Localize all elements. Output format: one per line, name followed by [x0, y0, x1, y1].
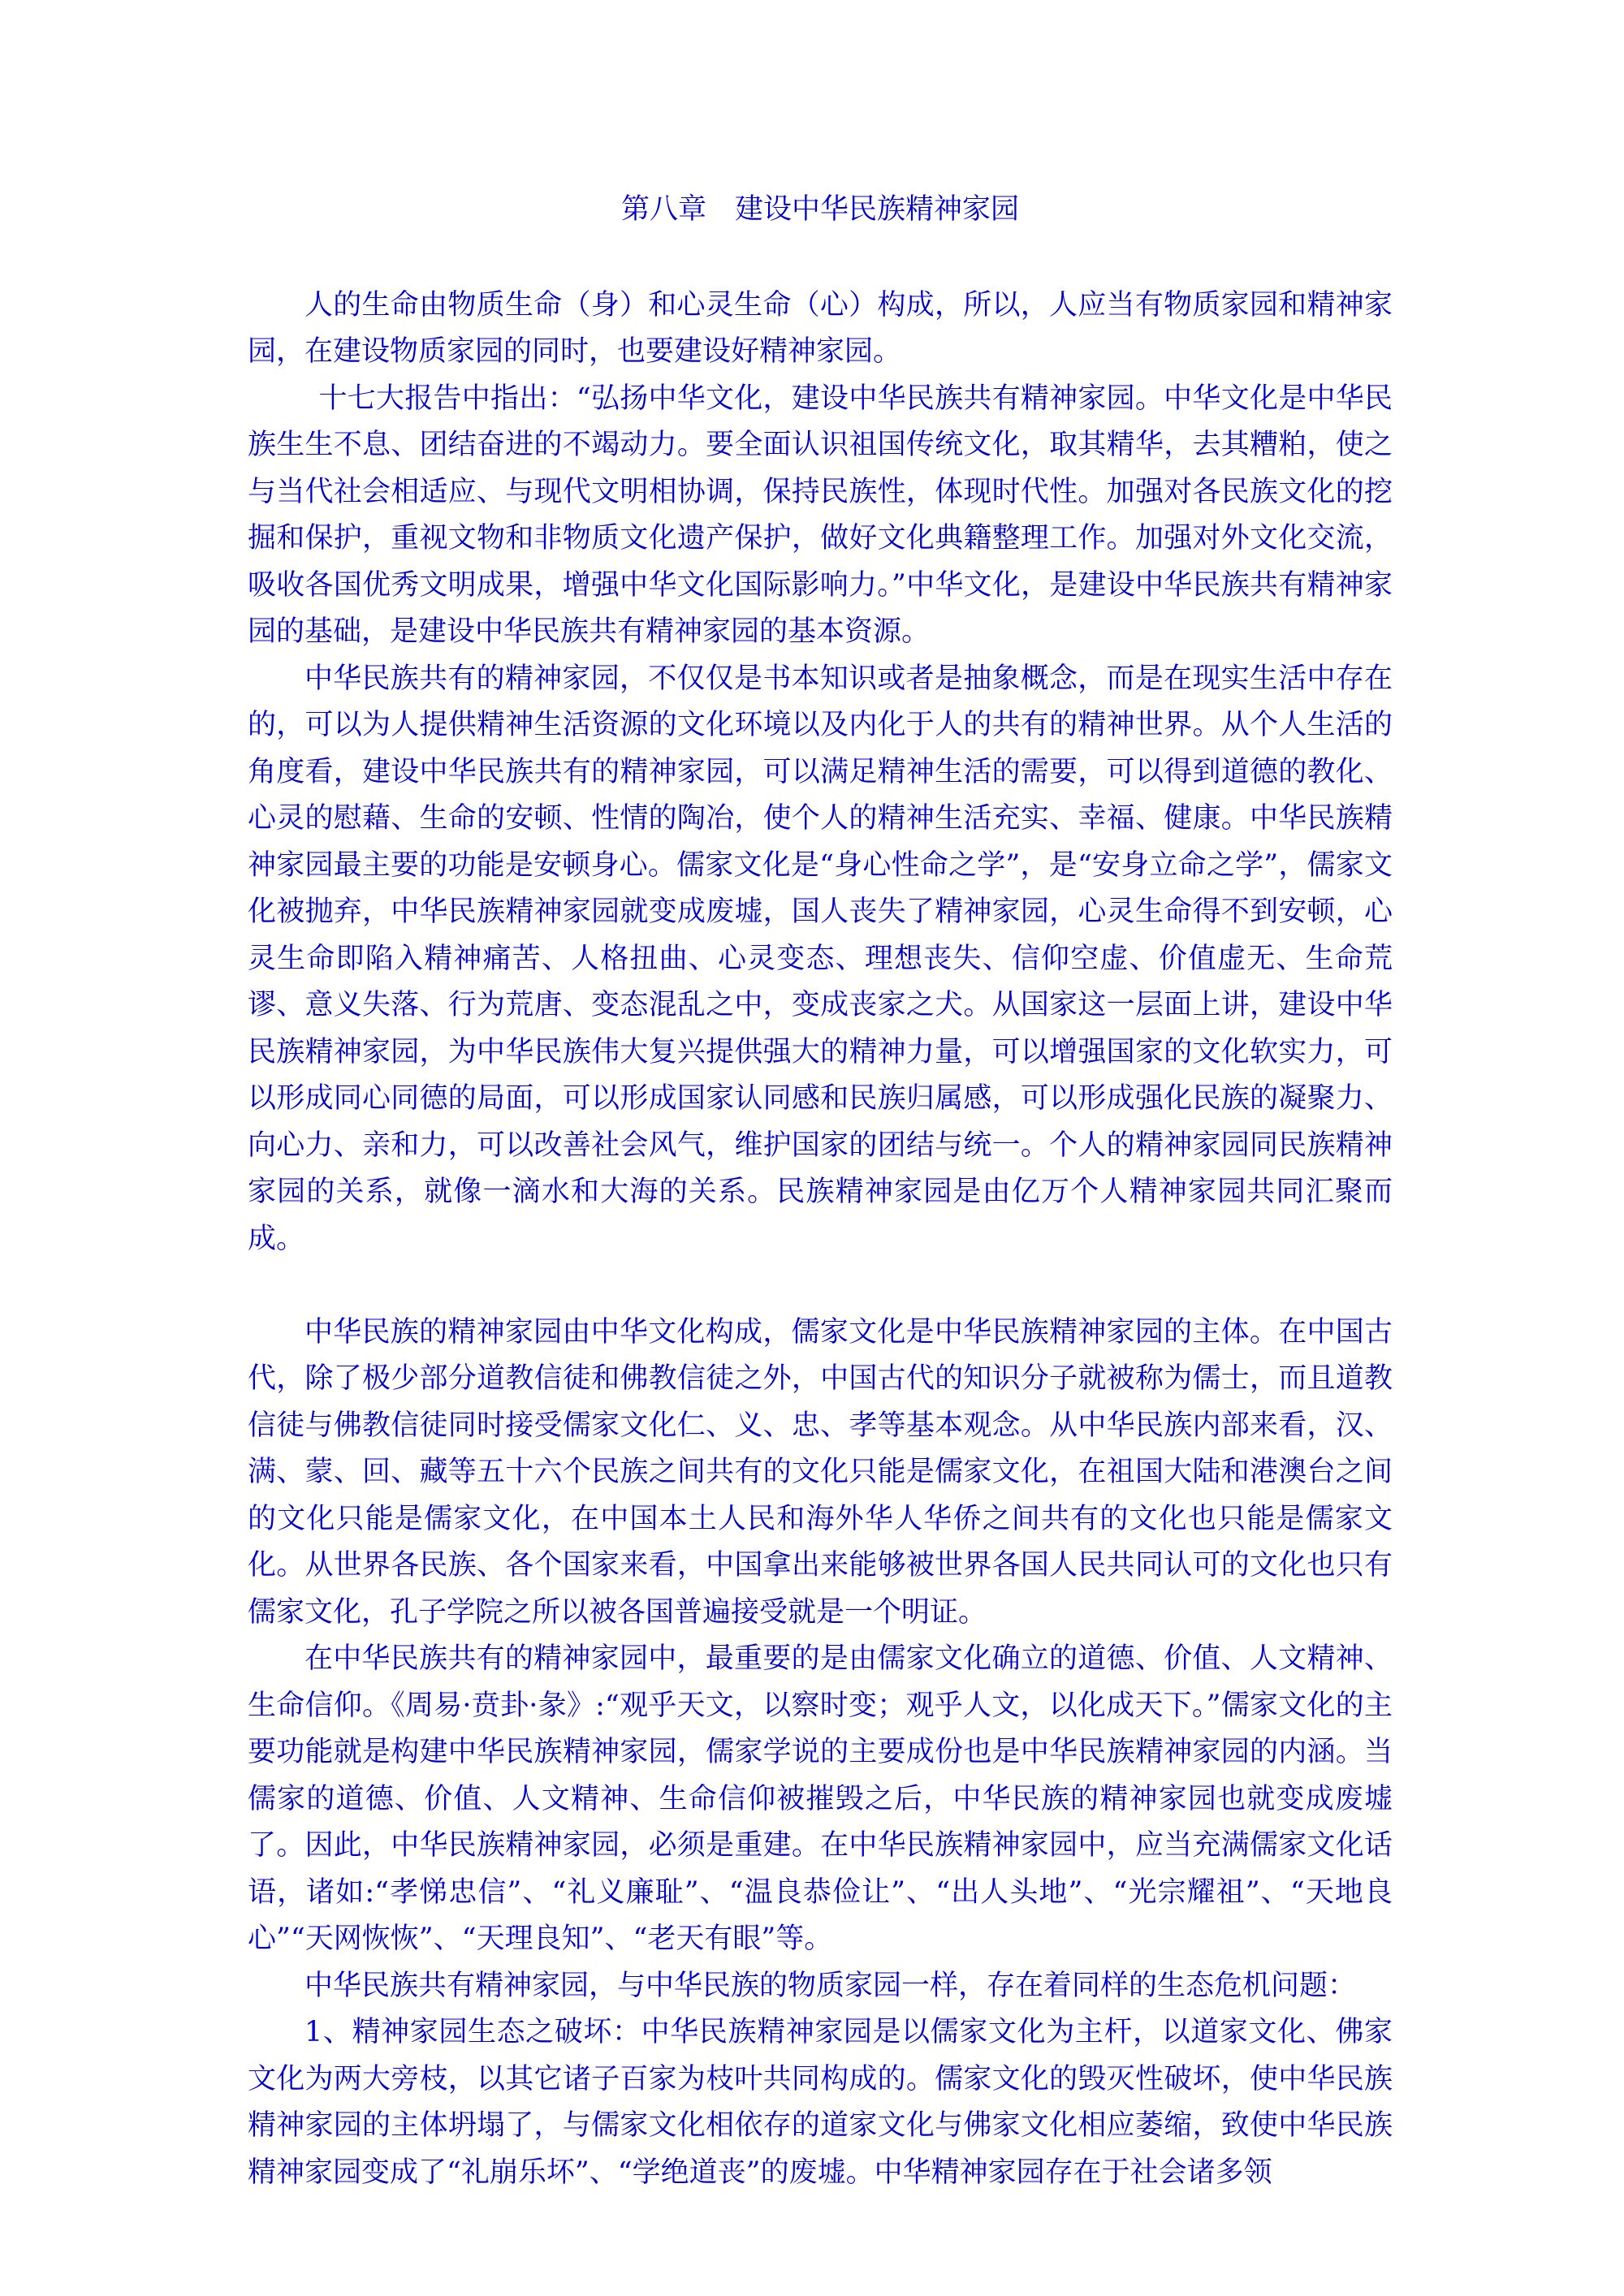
- chapter-title: 第八章 建设中华民族精神家园: [620, 193, 1019, 226]
- paragraph-confucian-culture: 中华民族的精神家园由中华文化构成，儒家文化是中华民族精神家园的主体。在中国古代，除了极少部分道教信徒和佛教信徒之外，中国古代的知识分子就被称为儒士，而且道教信徒与佛教信徒同时接受儒家文化仁、义、忠、孝等基本观念。从中华民族内部来看，汉、满、蒙、回、藏等五十六个民族之间共有的文化只能是儒家文化，在祖国大陆和港澳台之间的文化只能是儒家文化，在中国本土人民和海外华人华侨之间共有的文化也只能是儒家文化。从世界各民族、各个国家来看，中国拿出来能够被世界各国人民共同认可的文化也只有儒家文化，孔子学院之所以被各国普遍接受就是一个明证。: [248, 1315, 1393, 1629]
- paragraph-point-1: 1、精神家园生态之破坏：中华民族精神家园是以儒家文化为主杆，以道家文化、佛家文化为两大旁枝，以其它诸子百家为枝叶共同构成的。儒家文化的毁灭性破坏，使中华民族精神家园的主体坍塌了，与儒家文化相依存的道家文化与佛家文化相应萎缩，致使中华民族精神家园变成了“礼崩乐坏”、“学绝道丧”的废墟。中华精神家园存在于社会诸多领: [248, 2016, 1393, 2189]
- paragraph-ecological-crisis: 中华民族共有精神家园，与中华民族的物质家园一样，存在着同样的生态危机问题：: [304, 1969, 1357, 2002]
- paragraph-intro: 人的生命由物质生命（身）和心灵生命（心）构成，所以，人应当有物质家园和精神家园，在建设物质家园的同时，也要建设好精神家园。: [248, 288, 1393, 368]
- paragraph-shared-spiritual-home: 中华民族共有的精神家园，不仅仅是书本知识或者是抽象概念，而是在现实生活中存在的，可以为人提供精神生活资源的文化环境以及内化于人的共有的精神世界。从个人生活的角度看，建设中华民族共有的精神家园，可以满足精神生活的需要，可以得到道德的教化、心灵的慰藉、生命的安顿、性情的陶冶，使个人的精神生活充实、幸福、健康。中华民族精神家园最主要的功能是安顿身心。儒家文化是“身心性命之学”，是“安身立命之学”，儒家文化被抛弃，中华民族精神家园就变成废墟，国人丧失了精神家园，心灵生命得不到安顿，心灵生命即陷入精神痛苦、人格扭曲、心灵变态、理想丧失、信仰空虚、价值虚无、生命荒谬、意义失落、行为荒唐、变态混乱之中，变成丧家之犬。从国家这一层面上讲，建设中华民族精神家园，为中华民族伟大复兴提供强大的精神力量，可以增强国家的文化软实力，可以形成同心同德的局面，可以形成国家认同感和民族归属感，可以形成强化民族的凝聚力、向心力、亲和力，可以改善社会风气，维护国家的团结与统一。个人的精神家园同民族精神家园的关系，就像一滴水和大海的关系。民族精神家园是由亿万个人精神家园共同汇聚而成。: [248, 662, 1393, 1255]
- document-page: [248, 187, 1393, 2196]
- paragraph-moral-values: 在中华民族共有的精神家园中，最重要的是由儒家文化确立的道德、价值、人文精神、生命信仰。《周易·贲卦·彖》:“观乎天文，以察时变；观乎人文，以化成天下。”儒家文化的主要功能就是构建中华民族精神家园，儒家学说的主要成份也是中华民族精神家园的内涵。当儒家的道德、价值、人文精神、生命信仰被摧毁之后，中华民族的精神家园也就变成废墟了。因此，中华民族精神家园，必须是重建。在中华民族精神家园中，应当充满儒家文化话语，诸如:“孝悌忠信”、“礼义廉耻”、“温良恭俭让”、“出人头地”、“光宗耀祖”、“天地良心”“天网恢恢”、“天理良知”、“老天有眼”等。: [248, 1642, 1393, 1955]
- paragraph-report-quote: 十七大报告中指出：“弘扬中华文化，建设中华民族共有精神家园。中华文化是中华民族生生不息、团结奋进的不竭动力。要全面认识祖国传统文化，取其精华，去其糟粕，使之与当代社会相适应、与现代文明相协调，保持民族性，体现时代性。加强对各民族文化的挖掘和保护，重视文物和非物质文化遗产保护，做好文化典籍整理工作。加强对外文化交流，吸收各国优秀文明成果，增强中华文化国际影响力。”中华文化，是建设中华民族共有精神家园的基础，是建设中华民族共有精神家园的基本资源。: [248, 382, 1393, 648]
